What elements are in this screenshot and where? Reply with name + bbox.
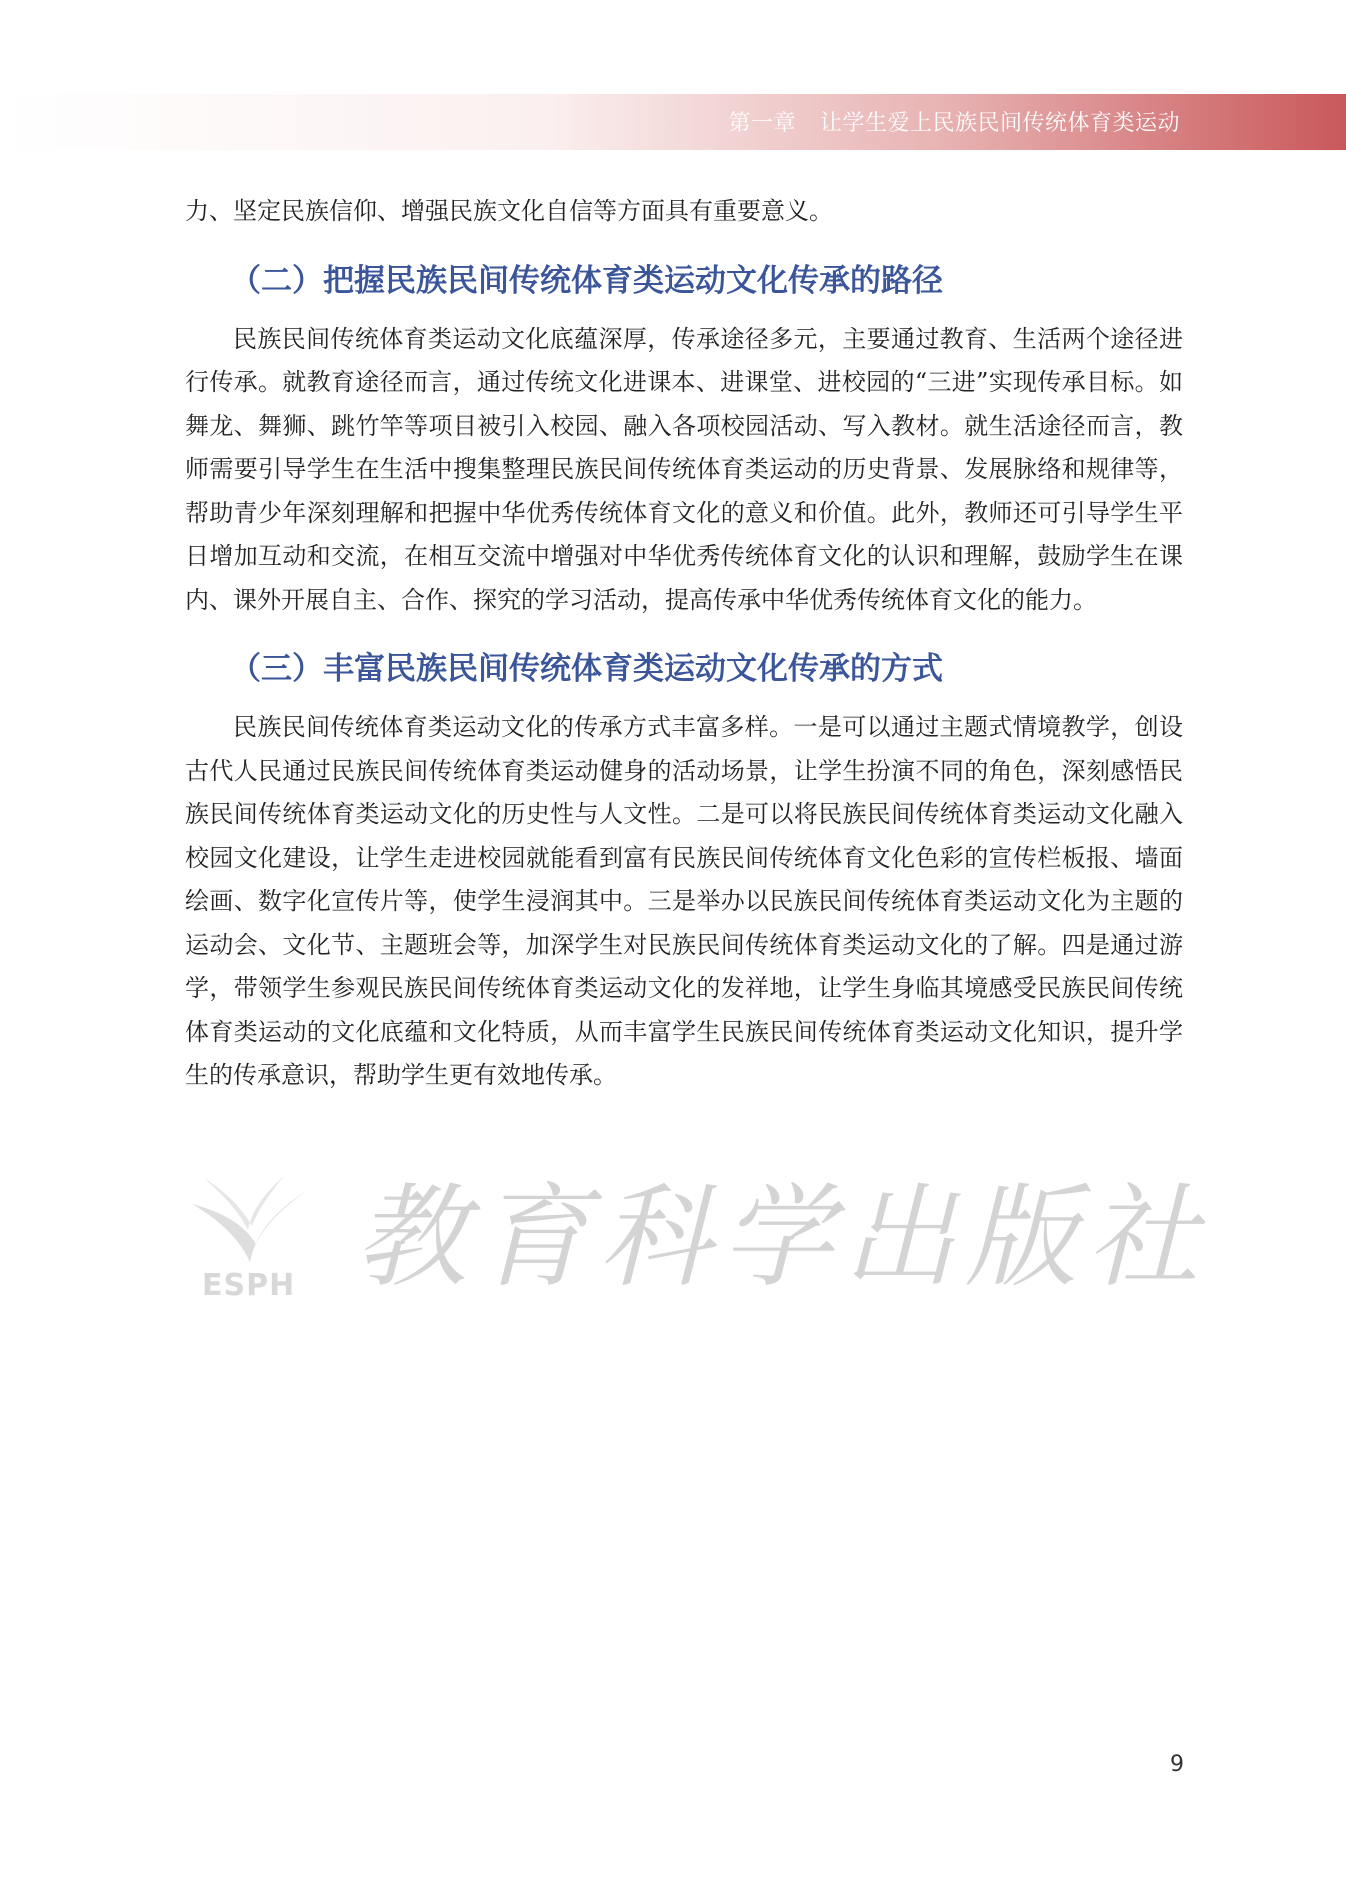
lead-paragraph: 力、坚定民族信仰、增强民族文化自信等方面具有重要意义。 <box>185 197 833 225</box>
esph-emblem-icon <box>186 1166 316 1271</box>
section-paragraph: 民族民间传统体育类运动文化底蕴深厚，传承途径多元，主要通过教育、生活两个途径进行传承。就教育途径而言，通过传统文化进课本、进课堂、进校园的“三进”实现传承目标。如舞龙、舞狮、跳竹竿等项目被引入校园、融入各项校园活动、写入教材。就生活途径而言，教师需要引导学生在生活中搜集整理民族民间传统体育类运动的历史背景、发展脉络和规律等，帮助青少年深刻理解和把握中华优秀传统体育文化的意义和价值。此外，教师还可引导学生平日增加互动和交流，在相互交流中增强对中华优秀传统体育文化的认识和理解，鼓励学生在课内、课外开展自主、合作、探究的学习活动，提高传承中华优秀传统体育文化的能力。 <box>185 324 1183 614</box>
section-heading: （二）把握民族民间传统体育类运动文化传承的路径 <box>230 262 943 299</box>
chapter-number: 第一章 <box>728 111 796 136</box>
publisher-watermark <box>180 1158 1209 1318</box>
chapter-title: 让学生爱上民族民间传统体育类运动 <box>819 111 1180 136</box>
page-number: 9 <box>1170 1752 1184 1777</box>
section-heading: （三）丰富民族民间传统体育类运动文化传承的方式 <box>230 651 943 687</box>
chapter-header-title <box>728 104 1180 144</box>
publisher-name-watermark: 教育科学出版社 <box>355 1173 1209 1303</box>
esph-logo <box>180 1158 320 1318</box>
section-paragraph: 民族民间传统体育类运动文化的传承方式丰富多样。一是可以通过主题式情境教学，创设古代人民通过民族民间传统体育类运动健身的活动场景，让学生扮演不同的角色，深刻感悟民族民间传统体育类运动文化的历史性与人文性。二是可以将民族民间传统体育类运动文化融入校园文化建设，让学生走进校园就能看到富有民族民间传统体育文化色彩的宣传栏板报、墙面绘画、数字化宣传片等，使学生浸润其中。三是举办以民族民间传统体育类运动文化为主题的运动会、文化节、主题班会等，加深学生对民族民间传统体育类运动文化的了解。四是通过游学，带领学生参观民族民间传统体育类运动文化的发祥地，让学生身临其境感受民族民间传统体育类运动的文化底蕴和文化特质，从而丰富学生民族民间传统体育类运动文化知识，提升学生的传承意识，帮助学生更有效地传承。 <box>185 713 1183 1089</box>
esph-logo-text: ESPH <box>202 1268 296 1303</box>
page-body <box>185 190 1183 1098</box>
